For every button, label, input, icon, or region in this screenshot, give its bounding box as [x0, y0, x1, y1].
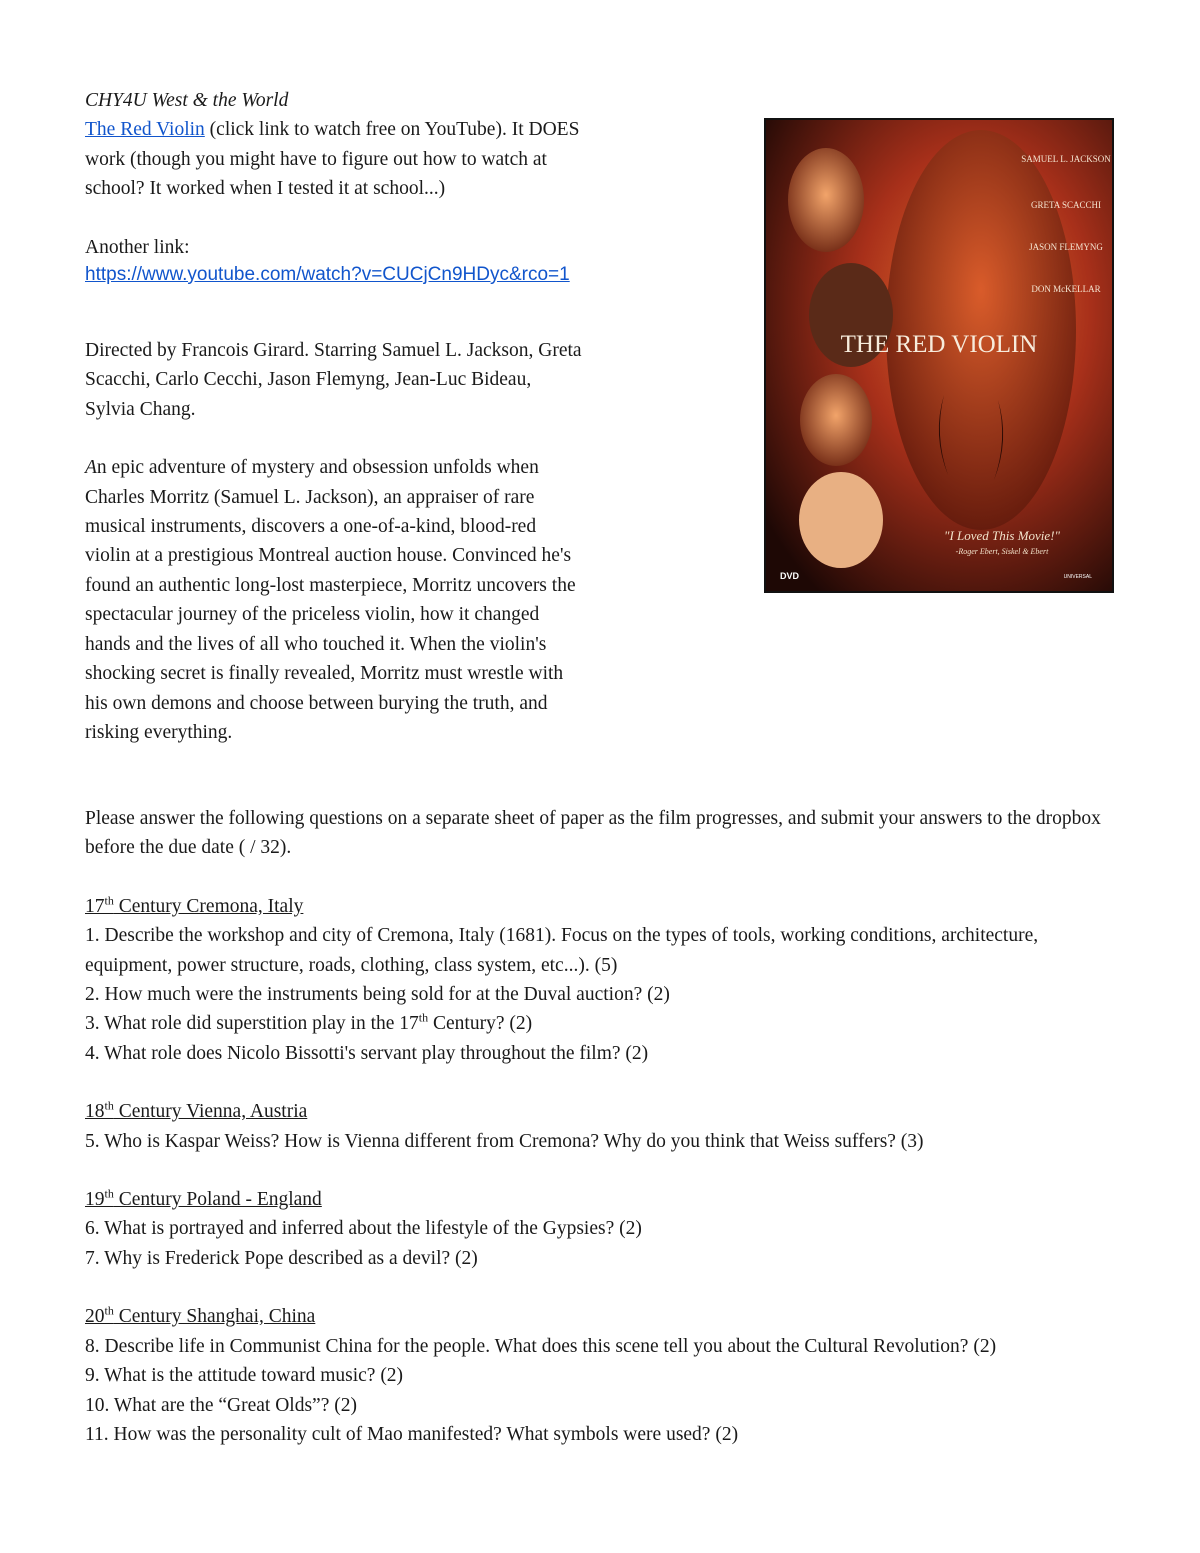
section-heading-title: Century Vienna, Austria — [113, 1101, 308, 1123]
question-item: 6. What is portrayed and inferred about the lifestyle of the Gypsies? (2) — [85, 1218, 642, 1240]
question-item: 5. Who is Kaspar Weiss? How is Vienna different from Cremona? Why do you think that Weiss suffers? (3) — [85, 1130, 924, 1152]
synopsis-paragraph — [85, 453, 585, 747]
question-item: 9. What is the attitude toward music? (2) — [85, 1365, 404, 1387]
question-item: 7. Why is Frederick Pope described as a devil? (2) — [85, 1247, 478, 1269]
question-item: 4. What role does Nicolo Bissotti's servant play throughout the film? (2) — [85, 1042, 649, 1064]
poster-face-1 — [788, 148, 864, 252]
poster-dvd-logo: DVD — [780, 571, 800, 581]
instructions: Please answer the following questions on a separate sheet of paper as the film progresses, and submit your answers to the dropbox before the due date ( / 32). — [85, 808, 1101, 859]
synopsis-initial: A — [85, 457, 97, 479]
youtube-url-link[interactable]: https://www.youtube.com/watch?v=CUCjCn9HDyc&rco=1 — [85, 264, 570, 286]
film-link-note: (click link to watch free on YouTube). It DOES work (though you might have to figure out how to watch at school? It worked when I tested it at school...) — [85, 119, 580, 200]
poster-quote: "I Loved This Movie!" — [944, 528, 1060, 543]
poster-face-3 — [800, 374, 872, 466]
poster-cast-3: DON McKELLAR — [1031, 284, 1101, 294]
section-3 — [85, 1273, 1125, 1449]
section-heading-title: Century Shanghai, China — [113, 1306, 316, 1328]
section-heading-number: 18 — [85, 1101, 105, 1123]
question-item: 2. How much were the instruments being sold for at the Duval auction? (2) — [85, 984, 670, 1006]
question-text-end: Century? (2) — [428, 1013, 533, 1035]
section-heading-title: Century Poland - England — [113, 1189, 322, 1211]
intro-block — [85, 86, 605, 747]
section-heading-number: 20 — [85, 1306, 105, 1328]
section-heading-number: 19 — [85, 1189, 105, 1211]
question-item: 10. What are the “Great Olds”? (2) — [85, 1394, 357, 1416]
question-item: 11. How was the personality cult of Mao manifested? What symbols were used? (2) — [85, 1423, 739, 1445]
question-sections — [85, 863, 1125, 1450]
section-heading-ordinal: th — [104, 893, 114, 908]
section-2 — [85, 1156, 1125, 1273]
poster-cast-0: SAMUEL L. JACKSON — [1021, 154, 1111, 164]
section-heading-ordinal: th — [104, 1303, 114, 1318]
poster-title: THE RED VIOLIN — [840, 331, 1038, 358]
poster-face-4 — [799, 472, 883, 568]
question-item: 1. Describe the workshop and city of Cremona, Italy (1681). Focus on the types of tools, working conditions, architecture, equipment, power structure, roads, clothing, class system, etc...). (5) — [85, 925, 1039, 976]
section-heading-ordinal: th — [104, 1186, 114, 1201]
credits-paragraph: Directed by Francois Girard. Starring Samuel L. Jackson, Greta Scacchi, Carlo Cecchi, Jason Flemyng, Jean-Luc Bideau, Sylvia Chang. — [85, 340, 582, 420]
film-link[interactable]: The Red Violin — [85, 119, 205, 141]
course-title: CHY4U West & the World — [85, 90, 289, 111]
section-heading — [85, 1185, 322, 1214]
film-link-paragraph — [85, 115, 605, 203]
another-link-label: Another link: — [85, 236, 190, 258]
question-item — [85, 1009, 1125, 1038]
synopsis-text: n epic adventure of mystery and obsession unfolds when Charles Morritz (Samuel L. Jackson), an appraiser of rare musical instruments, discovers a one-of-a-kind, blood-red violin at a prestigious Montreal auction house. Convinced he's found an authentic long-lost masterpiece, Morritz uncovers the spectacular journey of the priceless violin, how it changed hands and the lives of all who touched it. When the violin's shocking secret is finally revealed, Morritz must wrestle with his own demons and choose between burying the truth, and risking everything. — [85, 457, 576, 743]
section-heading-title: Century Cremona, Italy — [113, 895, 304, 917]
section-heading-number: 17 — [85, 895, 105, 917]
section-heading — [85, 1097, 307, 1126]
questions-block — [85, 804, 1125, 1449]
section-heading-ordinal: th — [104, 1098, 114, 1113]
poster-artwork — [766, 120, 1112, 591]
poster-violin-body — [886, 130, 1076, 530]
poster-cast-1: GRETA SCACCHI — [1030, 200, 1102, 210]
question-text-start: 3. What role did superstition play in the 17 — [85, 1013, 419, 1035]
poster-cast-2: JASON FLEMYNG — [1029, 242, 1103, 252]
section-heading — [85, 1302, 315, 1331]
question-item: 8. Describe life in Communist China for the people. What does this scene tell you about the Cultural Revolution? (2) — [85, 1335, 997, 1357]
poster-studio-logo: UNIVERSAL — [1063, 574, 1092, 580]
question-ordinal: th — [418, 1010, 429, 1025]
section-0 — [85, 863, 1125, 1068]
section-heading — [85, 892, 303, 921]
section-1 — [85, 1068, 1125, 1156]
poster-quote-attribution: -Roger Ebert, Siskel & Ebert — [955, 547, 1049, 556]
movie-poster — [764, 118, 1114, 593]
